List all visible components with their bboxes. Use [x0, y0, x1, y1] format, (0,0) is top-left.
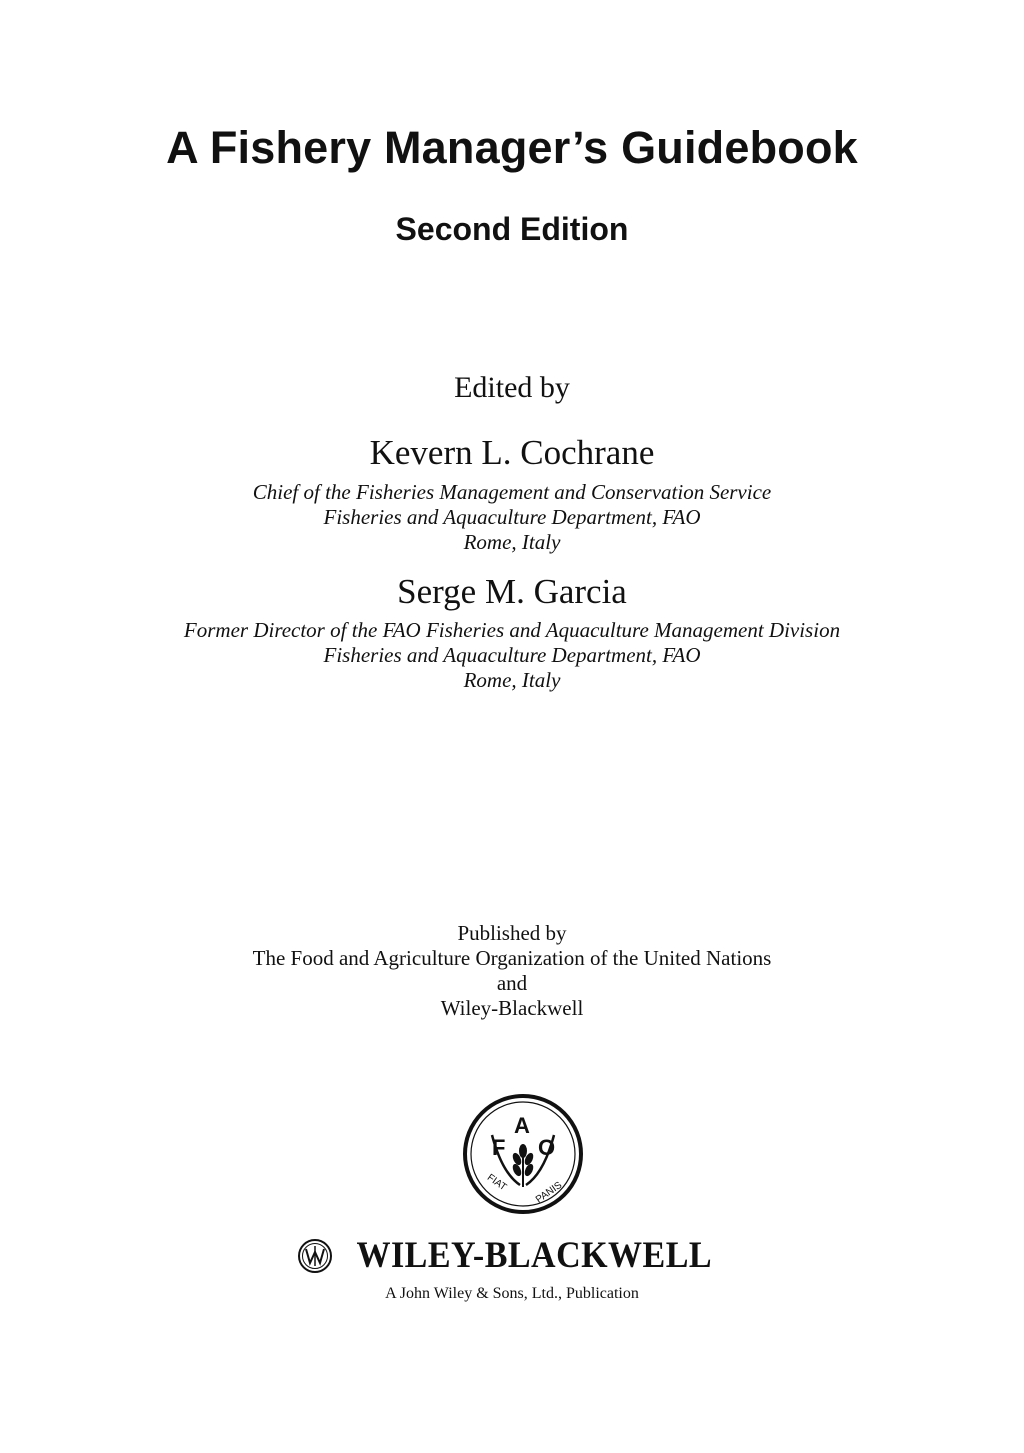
editor-name: Kevern L. Cochrane	[369, 433, 655, 472]
affiliation-line: Fisheries and Aquaculture Department, FAO	[323, 505, 701, 529]
fao-logo-icon	[462, 1093, 584, 1215]
book-title: A Fishery Manager’s Guidebook	[166, 122, 858, 173]
editor-affiliation	[0, 618, 1024, 693]
affiliation-line: Chief of the Fisheries Management and Conservation Service	[252, 480, 772, 504]
wiley-emblem-icon	[297, 1238, 333, 1274]
edited-by-label: Edited by	[454, 371, 570, 404]
fao-letter: A	[514, 1113, 530, 1138]
editor-affiliation	[0, 480, 1024, 555]
affiliation-line: Rome, Italy	[463, 530, 561, 554]
wiley-tagline: A John Wiley & Sons, Ltd., Publication	[385, 1285, 639, 1302]
publisher-line: Wiley-Blackwell	[440, 996, 584, 1020]
publisher-line: The Food and Agriculture Organization of the United Nations	[252, 946, 772, 970]
fao-motto: FIAT	[484, 1172, 509, 1194]
editor-name: Serge M. Garcia	[397, 572, 627, 611]
fao-letter: O	[538, 1135, 556, 1160]
book-edition: Second Edition	[395, 211, 629, 247]
wiley-logo	[0, 1234, 1024, 1280]
fao-letter: F	[492, 1135, 506, 1160]
publisher-line: and	[496, 971, 528, 995]
affiliation-line: Fisheries and Aquaculture Department, FAO	[323, 643, 701, 667]
affiliation-line: Rome, Italy	[463, 668, 561, 692]
affiliation-line: Former Director of the FAO Fisheries and Aquaculture Management Division	[183, 618, 841, 642]
publisher-block	[0, 921, 1024, 1021]
wiley-wordmark: WILEY-BLACKWELL	[356, 1235, 712, 1276]
publisher-line: Published by	[457, 921, 567, 945]
fao-motto: PANIS	[533, 1179, 565, 1206]
